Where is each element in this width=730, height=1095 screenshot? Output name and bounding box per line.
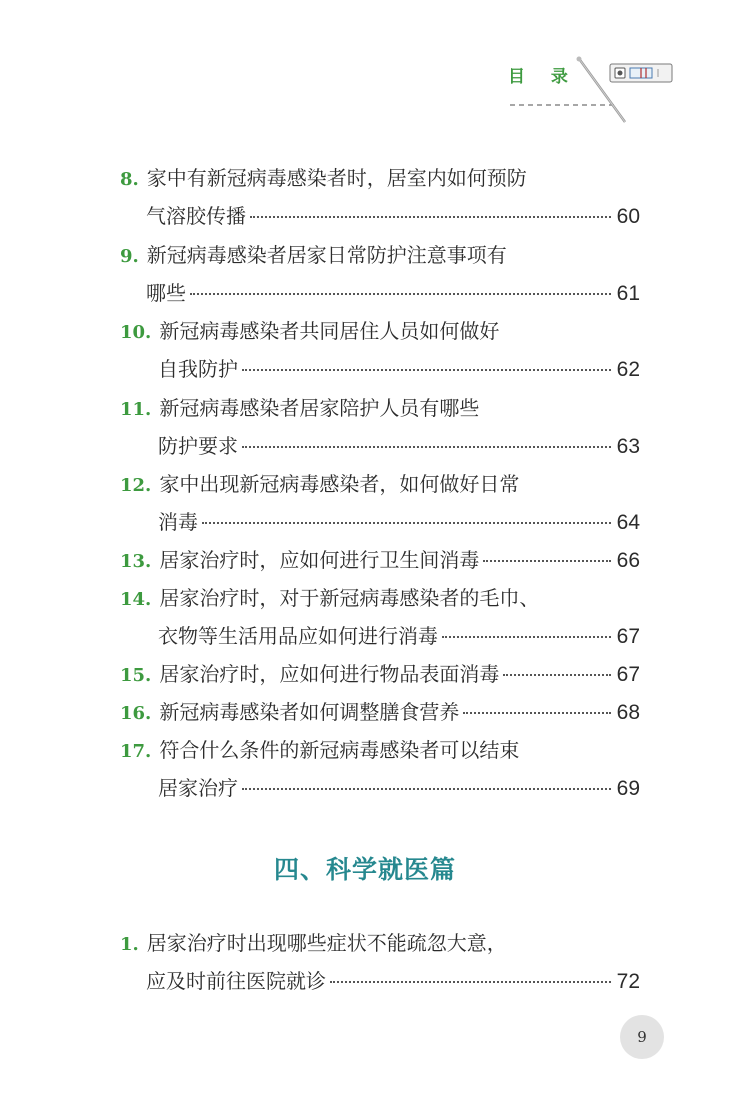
- leader-dots: [503, 674, 610, 676]
- entry-title: 新冠病毒感染者如何调整膳食营养: [159, 700, 460, 724]
- entry-title: 新冠病毒感染者居家陪护人员有哪些: [159, 396, 480, 420]
- entry-title: 符合什么条件的新冠病毒感染者可以结束: [159, 738, 520, 762]
- entry-title-continued: 气溶胶传播: [146, 204, 246, 228]
- toc-entry-9[interactable]: [120, 242, 640, 270]
- entry-number: 11.: [120, 399, 152, 420]
- entry-title-continued: 哪些: [146, 281, 186, 305]
- toc-entry-11[interactable]: [120, 395, 640, 423]
- toc-entry-17[interactable]: [120, 737, 640, 765]
- toc-entry-12-continuation[interactable]: [158, 509, 640, 536]
- entry-page-number: 67: [616, 663, 640, 686]
- leader-dots: [202, 522, 611, 524]
- entry-title: 居家治疗时出现哪些症状不能疏忽大意，: [146, 931, 507, 955]
- toc-header-title: 目 录: [508, 67, 578, 87]
- toc-entry-12[interactable]: [120, 471, 640, 499]
- toc-entry-14-continuation[interactable]: [158, 623, 640, 650]
- entry-number: 9.: [120, 246, 139, 267]
- entry-number: 17.: [120, 741, 152, 762]
- entry-number: 16.: [120, 703, 152, 724]
- entry-title: 居家治疗时，应如何进行卫生间消毒: [159, 548, 480, 572]
- page-header: [0, 0, 730, 140]
- toc-section-entry-1[interactable]: [120, 930, 640, 958]
- entry-page-number: 60: [616, 205, 640, 228]
- leader-dots: [250, 216, 611, 218]
- toc-entry-17-continuation[interactable]: [158, 775, 640, 802]
- entry-number: 12.: [120, 475, 152, 496]
- toc-entry-15[interactable]: [120, 661, 640, 689]
- leader-dots: [190, 293, 611, 295]
- entry-number: 13.: [120, 551, 152, 572]
- toc-entry-16[interactable]: [120, 699, 640, 727]
- entry-title-continued: 防护要求: [158, 434, 238, 458]
- entry-page-number: 66: [616, 549, 640, 572]
- entry-title-continued: 应及时前往医院就诊: [146, 969, 326, 993]
- entry-page-number: 63: [616, 435, 640, 458]
- entry-number: 14.: [120, 589, 152, 610]
- entry-title: 新冠病毒感染者居家日常防护注意事项有: [146, 243, 507, 267]
- toc-section-entry-1-continuation[interactable]: [146, 968, 640, 995]
- entry-title-continued: 自我防护: [158, 357, 238, 381]
- leader-dots: [463, 712, 610, 714]
- leader-dots: [242, 446, 611, 448]
- entry-page-number: 62: [616, 358, 640, 381]
- toc-entry-10[interactable]: [120, 318, 640, 346]
- leader-dots: [242, 788, 611, 790]
- entry-number: 15.: [120, 665, 152, 686]
- swab-test-icon: [500, 50, 680, 130]
- toc-entry-8[interactable]: [120, 165, 640, 193]
- toc-entry-13[interactable]: [120, 547, 640, 575]
- entry-title: 新冠病毒感染者共同居住人员如何做好: [159, 319, 500, 343]
- toc-entry-8-continuation[interactable]: [146, 203, 640, 230]
- entry-number: 1.: [120, 934, 139, 955]
- entry-page-number: 72: [616, 970, 640, 993]
- entry-page-number: 68: [616, 701, 640, 724]
- leader-dots: [483, 560, 610, 562]
- entry-title: 居家治疗时，应如何进行物品表面消毒: [159, 662, 500, 686]
- entry-number: 10.: [120, 322, 152, 343]
- entry-number: 8.: [120, 169, 139, 190]
- toc-entry-9-continuation[interactable]: [146, 280, 640, 307]
- entry-page-number: 61: [616, 282, 640, 305]
- toc-entry-10-continuation[interactable]: [158, 356, 640, 383]
- entry-page-number: 64: [616, 511, 640, 534]
- entry-title: 家中出现新冠病毒感染者，如何做好日常: [159, 472, 520, 496]
- entry-page-number: 69: [616, 777, 640, 800]
- entry-page-number: 67: [616, 625, 640, 648]
- leader-dots: [242, 369, 611, 371]
- leader-dots: [330, 981, 611, 983]
- toc-entry-14[interactable]: [120, 585, 640, 613]
- entry-title: 居家治疗时，对于新冠病毒感染者的毛巾、: [159, 586, 540, 610]
- section-heading: 四、科学就医篇: [273, 855, 456, 884]
- entry-title-continued: 居家治疗: [158, 776, 238, 800]
- page-number-badge: 9: [620, 1015, 664, 1059]
- toc-entry-11-continuation[interactable]: [158, 433, 640, 460]
- leader-dots: [442, 636, 611, 638]
- entry-title-continued: 衣物等生活用品应如何进行消毒: [158, 624, 438, 648]
- entry-title: 家中有新冠病毒感染者时，居室内如何预防: [146, 166, 527, 190]
- entry-title-continued: 消毒: [158, 510, 198, 534]
